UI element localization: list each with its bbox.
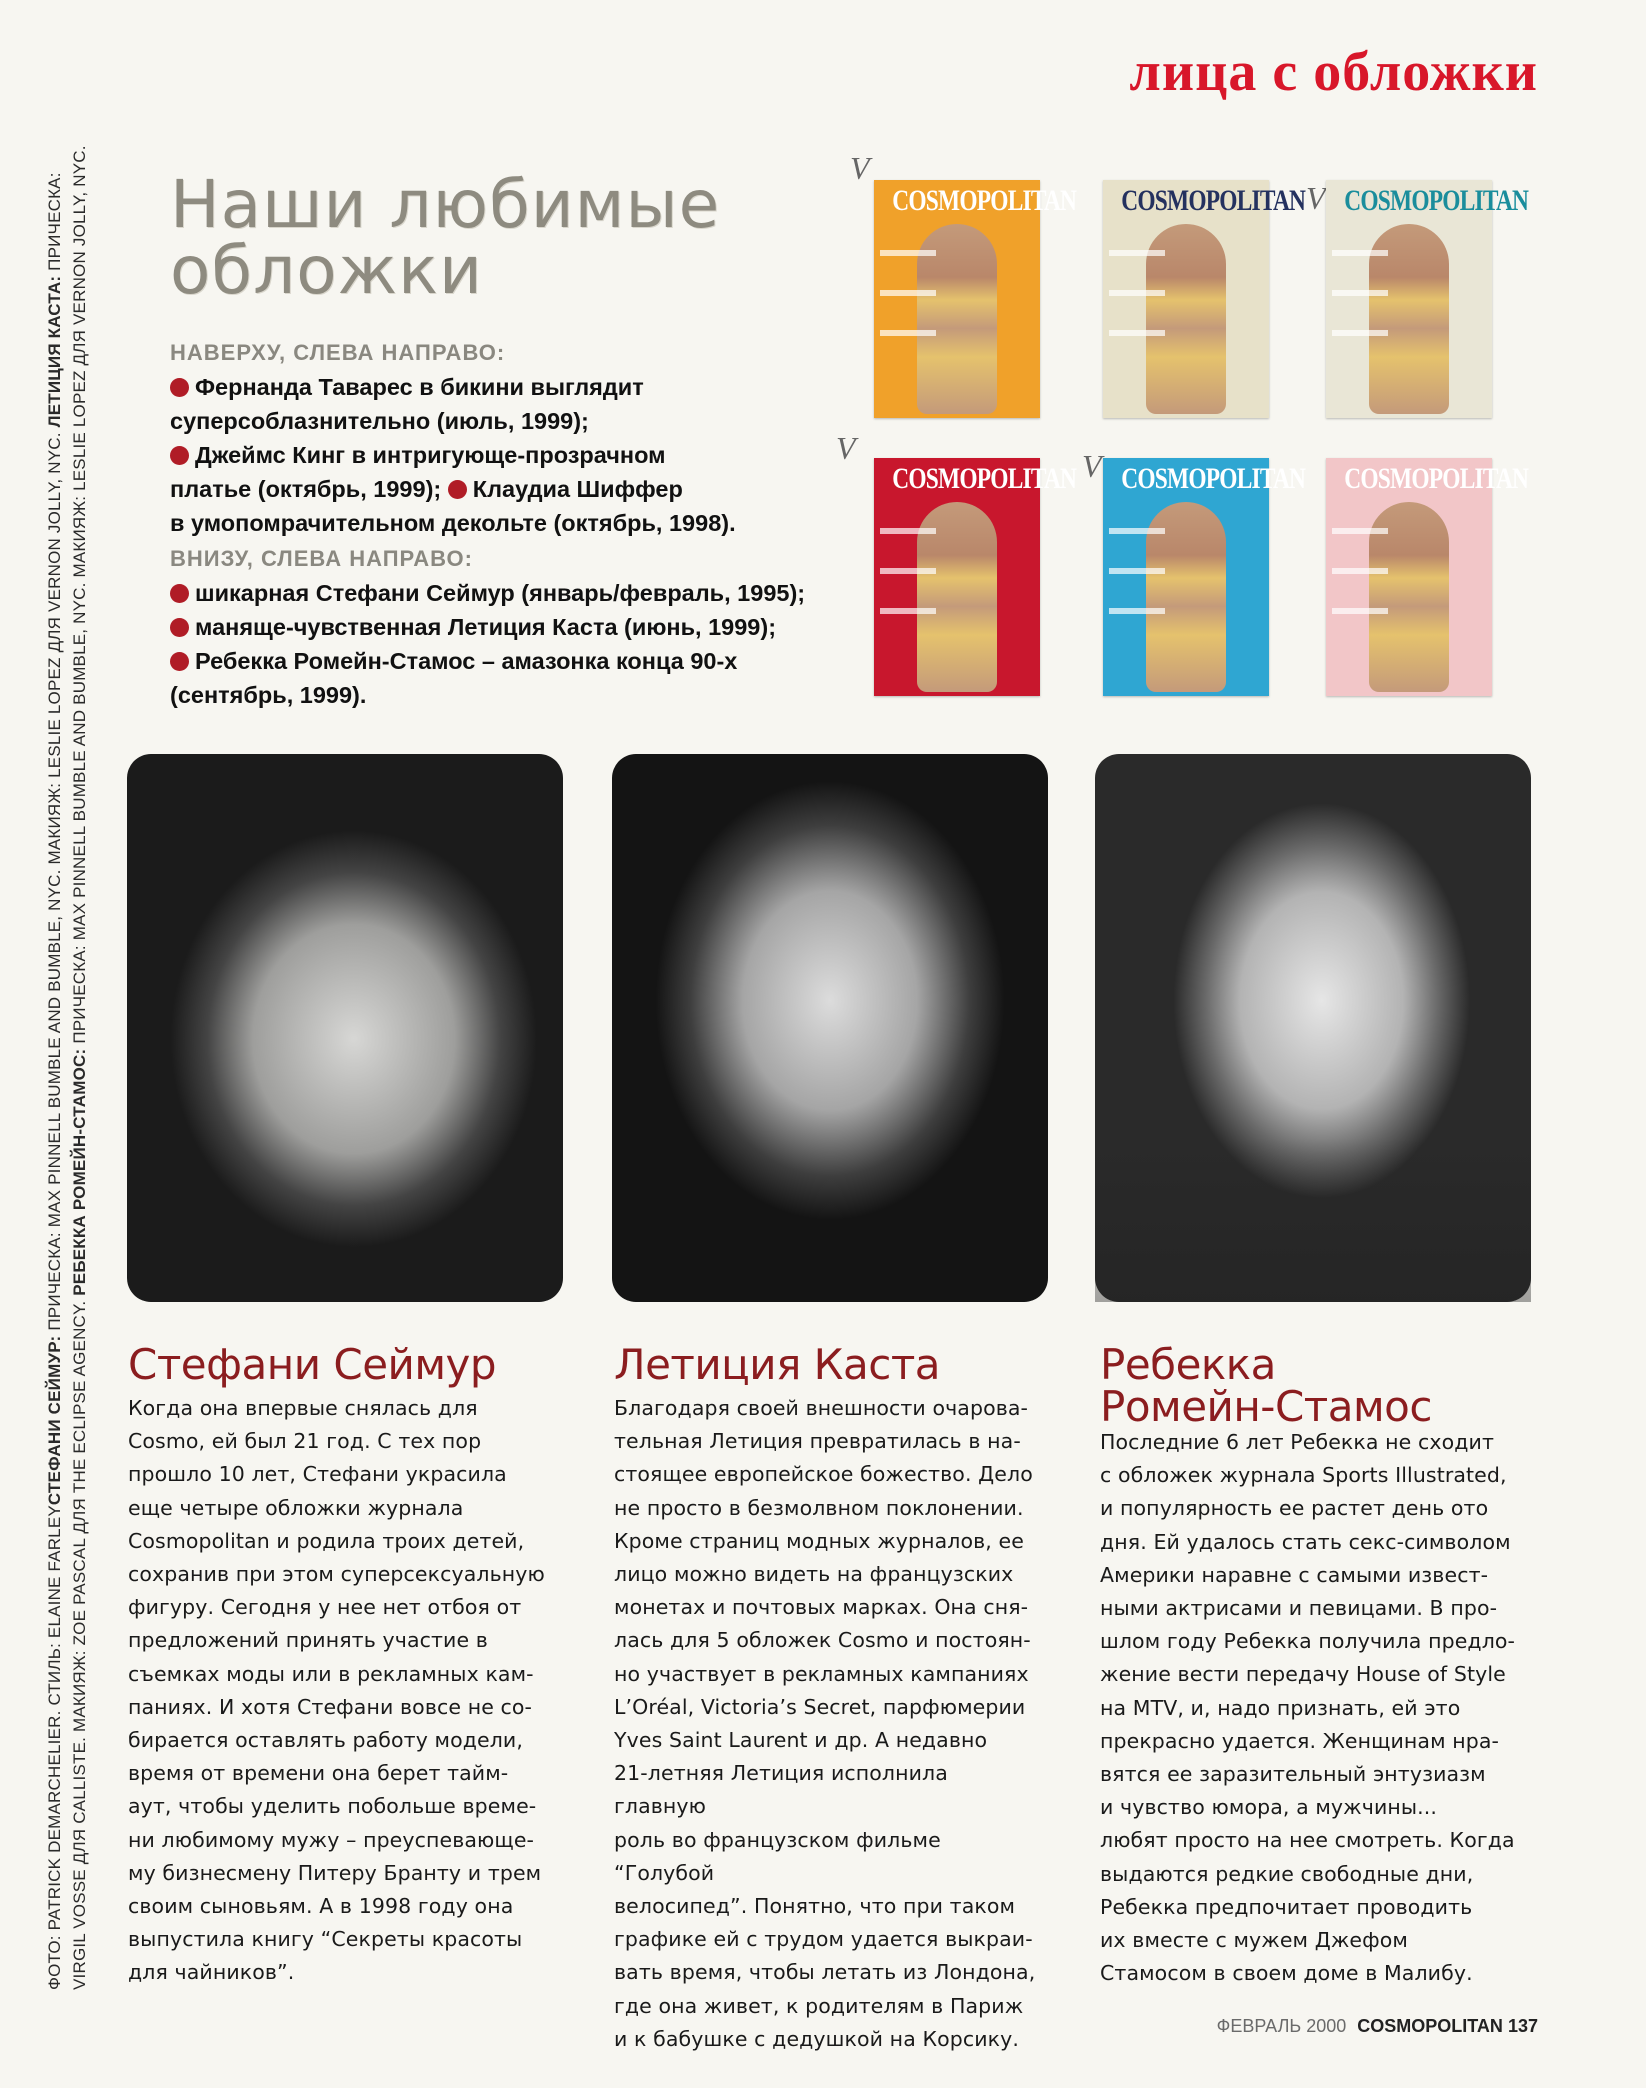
portrait-photo-rebecca (1095, 754, 1531, 1302)
profile-text: Когда она впервые снялась для Cosmo, ей был 21 год. С тех пор прошло 10 лет, Стефани украсила еще четыре обложки журнала Cosmopolitan и родила троих детей, сохранив при этом суперсексуальную фигуру. Сегодня у нее нет отбоя от предложений принять участие в съемках моды или в рекламных кам- паниях. И хотя Стефани вовсе не со- бирается оставлять работу модели, время от времени она берет тайм- аут, чтобы уделить побольше време- ни любимому мужу – преуспевающе- му бизнесмену Питеру Бранту и трем своим сыновьям. А в 1998 году она выпустила книгу “Секреты красоты для чайников”. (128, 1396, 545, 1985)
page-number: 137 (1507, 2016, 1538, 2036)
credits-line-1: ФОТО: PATRICK DEMARCHELIER. СТИЛЬ: ELAINE FARLEYСТЕФАНИ СЕЙМУР: ПРИЧЕСКА: MAX PINNELL BUMBLE AND BUMBLE, NYC. МАКИЯЖ: LESLIE LOPEZ ДЛЯ VERNON JOLLY, NYC. ЛЕТИЦИЯ КАСТА: ПРИЧЕСКА: (45, 172, 64, 1990)
cover-thumbnail-6 (1326, 458, 1529, 696)
bullet-icon (170, 584, 189, 603)
profile-name: Летиция Каста (614, 1340, 941, 1389)
bullet-icon (448, 480, 467, 499)
bullet-icon (170, 446, 189, 465)
cover-thumbnail-5 (1103, 458, 1306, 696)
cover-brand: COSMOPOLITAN (892, 184, 1077, 217)
profile-text: Последние 6 лет Ребекка не сходит с обложек журнала Sports Illustrated, и популярность ее растет день ото дня. Ей удалось стать секс-символом Америки наравне с самыми извест- ными актрисами и певицами. В про- шлом году Ребекка получила предло- жение вести передачу House of Style на MTV, и, надо признать, ей это прекрасно удается. Женщинам нра- вятся ее заразительный энтузиазм и чувство юмора, а мужчины... любят просто на нее смотреть. Когда выдаются редкие свободные дни, Ребекка предпочитает проводить их вместе с мужем Джефом Стамосом в своем доме в Малибу. (1100, 1430, 1516, 1986)
photo-credits (42, 145, 92, 1990)
cover-brand: COSMOPOLITAN (1344, 184, 1529, 217)
cover-brand: COSMOPOLITAN (892, 462, 1077, 495)
check-mark: V (1306, 180, 1326, 216)
cover-thumbnail-4 (874, 458, 1077, 696)
caption-heading-bottom: ВНИЗУ, СЛЕВА НАПРАВО: (170, 546, 473, 571)
check-mark: V (1082, 448, 1102, 484)
cover-thumbnail-2 (1103, 180, 1306, 418)
cover-thumbnail-3 (1326, 180, 1529, 418)
section-tag: лица с обложки (1129, 41, 1538, 103)
caption-heading-top: НАВЕРХУ, СЛЕВА НАПРАВО: (170, 340, 506, 365)
bullet-icon (170, 378, 189, 397)
portrait-photo-laetitia (612, 754, 1048, 1302)
cover-thumbnail-1 (874, 180, 1077, 418)
cover-brand: COSMOPOLITAN (1121, 184, 1306, 217)
bullet-icon (170, 618, 189, 637)
profile-name: Ребекка Ромейн-Стамос (1100, 1340, 1432, 1431)
cover-captions: НАВЕРХУ, СЛЕВА НАПРАВО: Фернанда Таварес в бикини выглядит суперсоблазнительно (июль, 1999); Джеймс Кинг в интригующе-прозрачном платье (октябрь, 1999); Клаудиа Шиффер в умопомрачительном декольте (октябрь, 1998). ВНИЗУ, СЛЕВА НАПРАВО: шикарная Стефани Сеймур (январь/февраль, 1995); маняще-чувственная Летиция Каста (июнь, 1999); Ребекка Ромейн-Стамос – амазонка конца 90-х (сентябрь, 1999). (170, 340, 870, 712)
cover-brand: COSMOPOLITAN (1344, 462, 1529, 495)
profile-name: Стефани Сеймур (128, 1340, 497, 1389)
check-mark: V (836, 430, 856, 466)
profile-text: Благодаря своей внешности очарова- тельная Летиция превратилась в на- стоящее европейское божество. Дело не просто в безмолвном поклонении. Кроме страниц модных журналов, ее лицо можно видеть на французских монетах и почтовых марках. Она сня- лась для 5 обложек Cosmo и постоян- но участвует в рекламных кампаниях L’Oréal, Victoria’s Secret, парфюмерии Yves Saint Laurent и др. А недавно 21-летняя Летиция исполнила главную роль во французском фильме “Голубой велосипед”. Понятно, что при таком графике ей с трудом удается выкраи- вать время, чтобы летать из Лондона, где она живет, к родителям в Париж и к бабушке с дедушкой на Корсику. (614, 1396, 1036, 2051)
check-mark: V (850, 150, 870, 186)
page-title: Наши любимые обложки (170, 166, 721, 309)
portrait-photo-stephanie (127, 754, 563, 1302)
cover-brand: COSMOPOLITAN (1121, 462, 1306, 495)
page-footer (1217, 2016, 1538, 2037)
bullet-icon (170, 652, 189, 671)
credits-line-2: VIRGIL VOSSE ДЛЯ CALLISTE. МАКИЯЖ: ZOE PASCAL ДЛЯ THE ECLIPSE AGENCY. РЕБЕККА РОМЕЙН-СТАМОС: ПРИЧЕСКА: MAX PINNELL BUMBLE AND BUMBLE, NYC. МАКИЯЖ: LESLIE LOPEZ ДЛЯ VERNON JOLLY, NYC. (70, 145, 89, 1990)
magazine-name: COSMOPOLITAN (1357, 2016, 1503, 2036)
issue-date: ФЕВРАЛЬ 2000 (1216, 2016, 1347, 2036)
